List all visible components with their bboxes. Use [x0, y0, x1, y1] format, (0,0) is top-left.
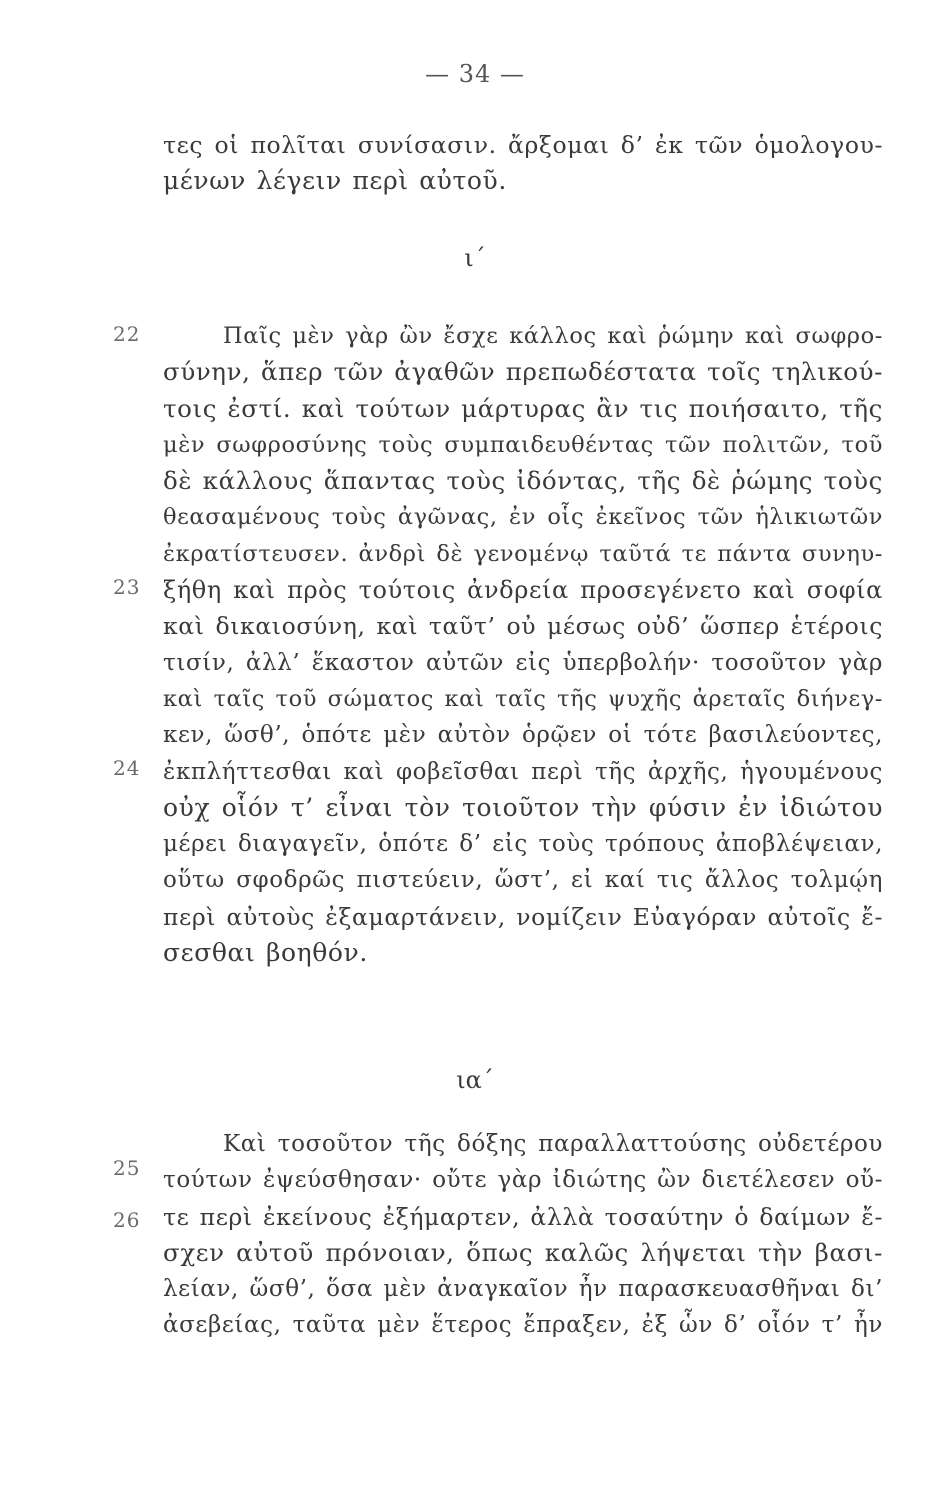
text-line: τούτων ἐψεύσθησαν· οὔτε γὰρ ἰδιώτης ὢν διετέλεσεν οὔ- [163, 1167, 883, 1194]
margin-number: 25 [113, 1156, 141, 1180]
text-line: οὕτω σφοδρῶς πιστεύειν, ὥστ’, εἰ καί τις ἄλλος τολμῴη [163, 867, 883, 894]
text-line: ἐκρατίστευσεν. ἀνδρὶ δὲ γενομένῳ ταῦτά τε πάντα συνηυ- [163, 540, 883, 567]
text-line: μέρει διαγαγεῖν, ὁπότε δ’ εἰς τοὺς τρόπους ἀποβλέψειαν, [163, 831, 883, 858]
section-11-paragraph [163, 1126, 883, 1344]
text-line: ἀσεβείας, ταῦτα μὲν ἕτερος ἔπραξεν, ἐξ ὧν δ’ οἷόν τ’ ἦν [163, 1312, 883, 1339]
intro-paragraph [163, 127, 883, 200]
margin-number: 26 [113, 1208, 141, 1232]
margin-number: 24 [113, 756, 141, 780]
text-line: τε περὶ ἐκείνους ἐξήμαρτεν, ἀλλὰ τοσαύτην ὁ δαίμων ἔ- [163, 1202, 883, 1231]
page-number: — 34 — [425, 60, 525, 88]
section-heading-11: ια΄ [456, 1066, 494, 1094]
text-line: τοις ἐστί. καὶ τούτων μάρτυρας ἂν τις ποιήσαιτο, τῆς [163, 393, 883, 423]
text-line: τισίν, ἀλλ’ ἕκαστον αὐτῶν εἰς ὑπερβολήν· τοσοῦτον γὰρ [163, 649, 883, 676]
text-line: περὶ αὐτοὺς ἐξαμαρτάνειν, νομίζειν Εὐαγόραν αὐτοῖς ἔ- [163, 902, 883, 931]
text-line: σχεν αὐτοῦ πρόνοιαν, ὅπως καλῶς λήψεται τὴν βασι- [163, 1237, 883, 1267]
text-line: οὐχ οἷόν τ’ εἶναι τὸν τοιοῦτον τὴν φύσιν ἐν ἰδιώτου [163, 792, 883, 822]
section-heading-10: ι΄ [464, 244, 486, 272]
text-line: Καὶ τοσοῦτον τῆς δόξης παραλλαττούσης οὐδετέρου [223, 1131, 883, 1157]
text-line: ξήθη καὶ πρὸς τούτοις ἀνδρεία προσεγένετο καὶ σοφία [163, 576, 883, 605]
margin-number: 23 [113, 575, 141, 599]
text-line: μένων λέγειν περὶ αὐτοῦ. [163, 166, 507, 196]
text-line: θεασαμένους τοὺς ἀγῶνας, ἐν οἷς ἐκεῖνος τῶν ἡλικιωτῶν [163, 504, 883, 531]
text-line: ἐκπλήττεσθαι καὶ φοβεῖσθαι περὶ τῆς ἀρχῆς, ἡγουμένους [163, 758, 883, 785]
text-line: σύνην, ἅπερ τῶν ἀγαθῶν πρεπωδέστατα τοῖς τηλικού- [163, 357, 883, 387]
text-line: κεν, ὥσθ’, ὁπότε μὲν αὐτὸν ὁρῷεν οἱ τότε βασιλεύοντες, [163, 722, 883, 749]
text-line: λείαν, ὥσθ’, ὅσα μὲν ἀναγκαῖον ἦν παρασκευασθῆναι δι’ [163, 1276, 883, 1303]
text-line: σεσθαι βοηθόν. [163, 938, 368, 968]
text-line: Παῖς μὲν γὰρ ὢν ἔσχε κάλλος καὶ ῥώμην καὶ σωφρο- [223, 323, 883, 349]
section-10-paragraph [163, 318, 883, 971]
text-line: καὶ ταῖς τοῦ σώματος καὶ ταῖς τῆς ψυχῆς ἀρεταῖς διήνεγ- [163, 685, 883, 712]
text-line: μὲν σωφροσύνης τοὺς συμπαιδευθέντας τῶν πολιτῶν, τοῦ [163, 431, 883, 458]
margin-number: 22 [113, 322, 141, 346]
text-line: τες οἱ πολῖται συνίσασιν. ἄρξομαι δ’ ἐκ τῶν ὁμολογου- [163, 131, 883, 159]
text-line: καὶ δικαιοσύνη, καὶ ταῦτ’ οὐ μέσως οὐδ’ ὥσπερ ἑτέροις [163, 612, 883, 641]
text-line: δὲ κάλλους ἅπαντας τοὺς ἰδόντας, τῆς δὲ ῥώμης τοὺς [163, 466, 883, 496]
